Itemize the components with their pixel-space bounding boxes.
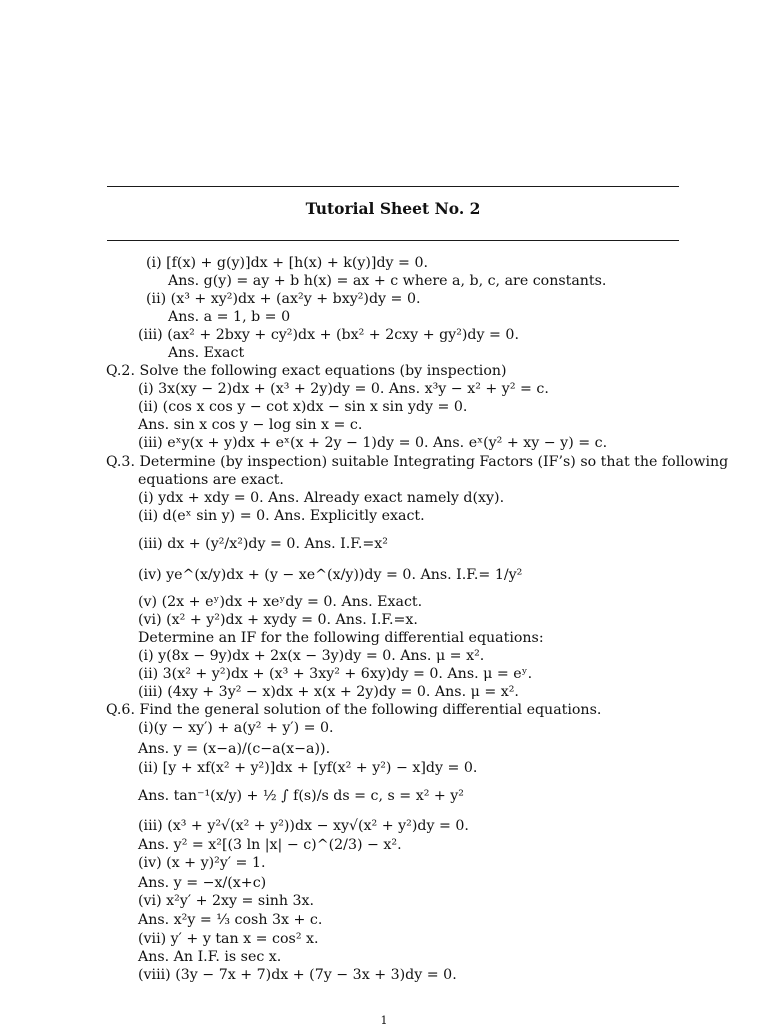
top-rule (107, 186, 679, 187)
answer-line: Ans. a = 1, b = 0 (168, 309, 291, 325)
answer-line: Ans. An I.F. is sec x. (138, 949, 282, 965)
page-number: 1 (380, 1014, 388, 1027)
problem-line: (i) [f(x) + g(y)]dx + [h(x) + k(y)]dy = 0. (146, 255, 428, 271)
problem-line: (viii) (3y − 7x + 7)dx + (7y − 3x + 3)dy = 0. (138, 967, 457, 983)
problem-line: (i) ydx + xdy = 0. Ans. Already exact namely d(xy). (138, 490, 505, 506)
problem-line: (iv) (x + y)²y′ = 1. (138, 855, 266, 871)
problem-line: (iii) dx + (y²/x²)dy = 0. Ans. I.F.=x² (138, 536, 388, 552)
problem-line: (iv) ye^(x/y)dx + (y − xe^(x/y))dy = 0. Ans. I.F.= 1/y² (138, 567, 523, 583)
answer-line: Ans. y = −x/(x+c) (138, 875, 267, 891)
problem-line: (iii) (x³ + y²√(x² + y²))dx − xy√(x² + y²)dy = 0. (138, 818, 469, 834)
problem-line: (ii) [y + xf(x² + y²)]dx + [yf(x² + y²) − x]dy = 0. (138, 760, 478, 776)
answer-line: Ans. tan⁻¹(x/y) + ½ ∫ f(s)/s ds = c, s = x² + y² (138, 788, 464, 804)
bottom-rule (107, 240, 679, 241)
section-heading: Determine an IF for the following differential equations: (138, 630, 544, 646)
problem-line: (v) (2x + eʸ)dx + xeʸdy = 0. Ans. Exact. (138, 594, 423, 610)
problem-line: (iii) eˣy(x + y)dx + eˣ(x + 2y − 1)dy = 0. Ans. eˣ(y² + xy − y) = c. (138, 435, 608, 451)
question-heading: Q.6. Find the general solution of the following differential equations. (106, 702, 602, 718)
page-title: Tutorial Sheet No. 2 (305, 199, 481, 218)
question-heading-continued: equations are exact. (138, 472, 284, 488)
problem-line: (vi) x²y′ + 2xy = sinh 3x. (138, 893, 315, 909)
answer-line: Ans. y² = x²[(3 ln |x| − c)^(2/3) − x². (138, 837, 402, 853)
problem-line: (iii) (ax² + 2bxy + cy²)dx + (bx² + 2cxy + gy²)dy = 0. (138, 327, 519, 343)
problem-line: (ii) d(eˣ sin y) = 0. Ans. Explicitly exact. (138, 508, 425, 524)
problem-line: (vi) (x² + y²)dx + xydy = 0. Ans. I.F.=x. (138, 612, 418, 628)
answer-line: Ans. sin x cos y − log sin x = c. (138, 417, 363, 433)
answer-line: Ans. x²y = ⅓ cosh 3x + c. (138, 912, 323, 928)
problem-line: (i) y(8x − 9y)dx + 2x(x − 3y)dy = 0. Ans. μ = x². (138, 648, 485, 664)
problem-line: (ii) (cos x cos y − cot x)dx − sin x sin ydy = 0. (138, 399, 468, 415)
problem-line: (iii) (4xy + 3y² − x)dx + x(x + 2y)dy = 0. Ans. μ = x². (138, 684, 519, 700)
answer-line: Ans. y = (x−a)/(c−a(x−a)). (138, 741, 331, 757)
problem-line: (ii) 3(x² + y²)dx + (x³ + 3xy² + 6xy)dy = 0. Ans. μ = eʸ. (138, 666, 533, 682)
question-heading: Q.3. Determine (by inspection) suitable Integrating Factors (IF’s) so that the following (106, 454, 729, 470)
answer-line: Ans. Exact (168, 345, 245, 361)
question-heading: Q.2. Solve the following exact equations (by inspection) (106, 363, 507, 379)
answer-line: Ans. g(y) = ay + b h(x) = ax + c where a, b, c, are constants. (168, 273, 607, 289)
problem-line: (vii) y′ + y tan x = cos² x. (138, 931, 319, 947)
problem-line: (ii) (x³ + xy²)dx + (ax²y + bxy²)dy = 0. (146, 291, 421, 307)
problem-line: (i)(y − xy′) + a(y² + y′) = 0. (138, 720, 334, 736)
problem-line: (i) 3x(xy − 2)dx + (x³ + 2y)dy = 0. Ans. x³y − x² + y² = c. (138, 381, 549, 397)
